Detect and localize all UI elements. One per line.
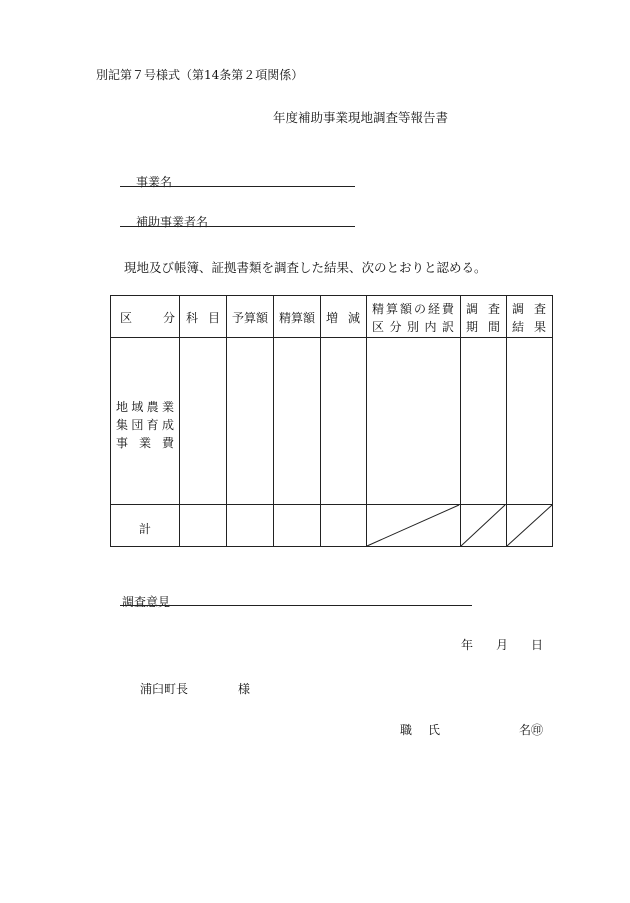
header-yosan: 予算額 <box>232 311 269 325</box>
date-day: 日 <box>531 638 544 652</box>
form-reference: 別記第７号様式（第14条第２項関係） <box>96 68 304 82</box>
header-seisan: 精算額 <box>279 311 316 325</box>
signature-seal: 名㊞ <box>519 723 544 737</box>
document-title: 年度補助事業現地調査等報告書 <box>273 110 449 125</box>
project-name-label: 事業名 <box>136 175 173 189</box>
date-month: 月 <box>496 638 509 652</box>
header-result-line2: 結 果 <box>512 320 546 334</box>
header-kubun: 区 分 <box>120 311 175 325</box>
diagonal-breakdown <box>367 505 459 546</box>
row-label-line2: 集 団 育 成 <box>116 418 174 432</box>
signature-title: 職 <box>400 723 413 737</box>
header-breakdown-line2: 区 分 別 内 訳 <box>372 320 454 334</box>
inspection-table <box>110 295 553 547</box>
diagonal-result <box>507 505 552 546</box>
opinion-label: 調査意見 <box>122 595 171 609</box>
operator-name-line <box>120 226 355 227</box>
header-breakdown-line1: 精 算 額 の 経 費 <box>372 302 454 316</box>
addressee-name: 浦臼町長 <box>140 682 189 696</box>
header-period-line2: 期 間 <box>466 320 500 334</box>
statement-text: 現地及び帳簿、証拠書類を調査した結果、次のとおりと認める。 <box>124 260 487 275</box>
project-name-line <box>120 186 355 187</box>
diagonal-period <box>461 505 505 546</box>
signature-surname: 氏 <box>428 723 441 737</box>
opinion-line <box>120 605 472 606</box>
date-year: 年 <box>461 638 474 652</box>
operator-name-label: 補助事業者名 <box>136 215 209 229</box>
row-label-line1: 地 域 農 業 <box>116 400 174 414</box>
header-zougen: 増 減 <box>326 311 360 325</box>
header-kamoku: 科 目 <box>186 311 220 325</box>
header-result-line1: 調 査 <box>512 302 546 316</box>
row-label-line3: 事 業 費 <box>116 436 174 450</box>
addressee-honorific: 様 <box>238 682 251 696</box>
total-label: 計 <box>139 522 152 536</box>
header-period-line1: 調 査 <box>466 302 500 316</box>
